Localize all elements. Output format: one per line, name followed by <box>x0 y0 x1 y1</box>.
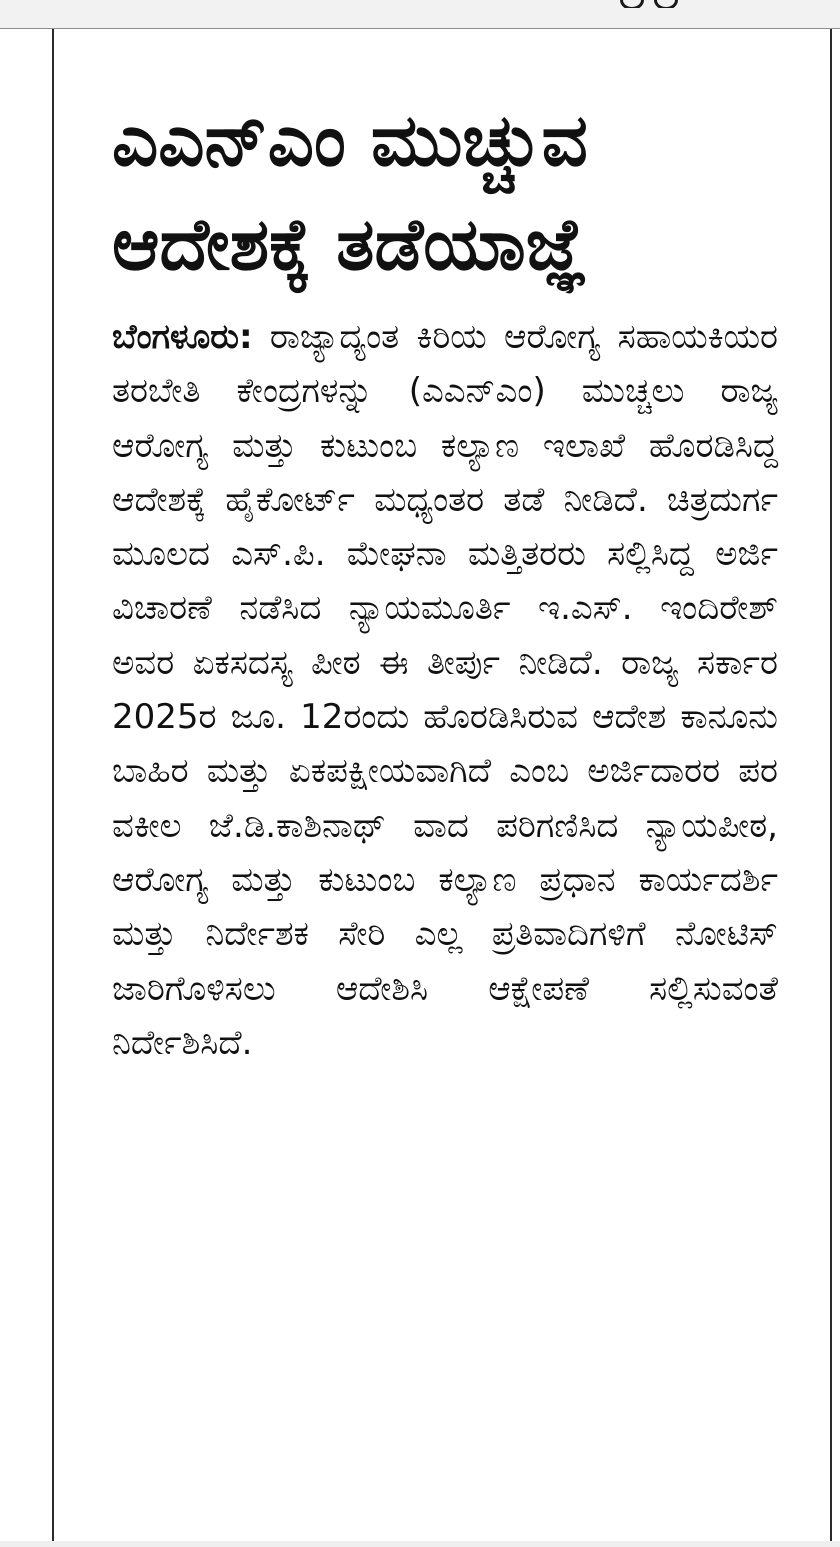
headline-line-1: ಎಎನ್‌ಎಂ ಮುಚ್ಚುವ <box>112 98 588 182</box>
news-article <box>112 88 778 1070</box>
cropped-text-fragment <box>620 0 692 8</box>
left-column-rule <box>52 29 54 1547</box>
article-body-text: ರಾಜ್ಯಾದ್ಯಂತ ಕಿರಿಯ ಆರೋಗ್ಯ ಸಹಾಯಕಿಯರ ತರಬೇತಿ ಕೇಂದ್ರಗಳನ್ನು (ಎಎನ್‌ಎಂ) ಮುಚ್ಚಲು ರಾಜ್ಯ ಆರೋಗ್ಯ ಮತ್ತು ಕುಟುಂಬ ಕಲ್ಯಾಣ ಇಲಾಖೆ ಹೊರಡಿಸಿದ್ದ ಆದೇಶಕ್ಕೆ ಹೈಕೋರ್ಟ್ ಮಧ್ಯಂತರ ತಡೆ ನೀಡಿದೆ. ಚಿತ್ರದುರ್ಗ ಮೂಲದ ಎಸ್.ಪಿ. ಮೇಘನಾ ಮತ್ತಿತರರು ಸಲ್ಲಿಸಿದ್ದ ಅರ್ಜಿ ವಿಚಾರಣೆ ನಡೆಸಿದ ನ್ಯಾಯಮೂರ್ತಿ ಇ.ಎಸ್. ಇಂದಿರೇಶ್ ಅವರ ಏಕಸದಸ್ಯ ಪೀಠ ಈ ತೀರ್ಪು ನೀಡಿದೆ. ರಾಜ್ಯ ಸರ್ಕಾರ 2025ರ ಜೂ. 12ರಂದು ಹೊರಡಿಸಿರುವ ಆದೇಶ ಕಾನೂನು ಬಾಹಿರ ಮತ್ತು ಏಕಪಕ್ಷೀಯವಾಗಿದೆ ಎಂಬ ಅರ್ಜಿದಾರರ ಪರ ವಕೀಲ ಜೆ.ಡಿ.ಕಾಶಿನಾಥ್ ವಾದ ಪರಿಗಣಿಸಿದ ನ್ಯಾಯಪೀಠ, ಆರೋಗ್ಯ ಮತ್ತು ಕುಟುಂಬ ಕಲ್ಯಾಣ ಪ್ರಧಾನ ಕಾರ್ಯದರ್ಶಿ ಮತ್ತು ನಿರ್ದೇಶಕ ಸೇರಿ ಎಲ್ಲ ಪ್ರತಿವಾದಿಗಳಿಗೆ ನೋಟಿಸ್ ಜಾರಿಗೊಳಿಸಲು ಆದೇಶಿಸಿ ಆಕ್ಷೇಪಣೆ ಸಲ್ಲಿಸುವಂತೆ ನಿರ್ದೇಶಿಸಿದೆ. <box>112 317 778 1063</box>
article-body <box>112 310 778 1070</box>
top-cropped-strip <box>0 0 840 29</box>
right-margin <box>832 29 840 1547</box>
headline-line-2: ಆದೇಶಕ್ಕೆ ತಡೆಯಾಜ್ಞೆ <box>112 202 587 286</box>
bottom-edge <box>0 1541 840 1547</box>
article-dateline: ಬೆಂಗಳೂರು: <box>112 317 253 357</box>
article-headline <box>112 88 778 296</box>
